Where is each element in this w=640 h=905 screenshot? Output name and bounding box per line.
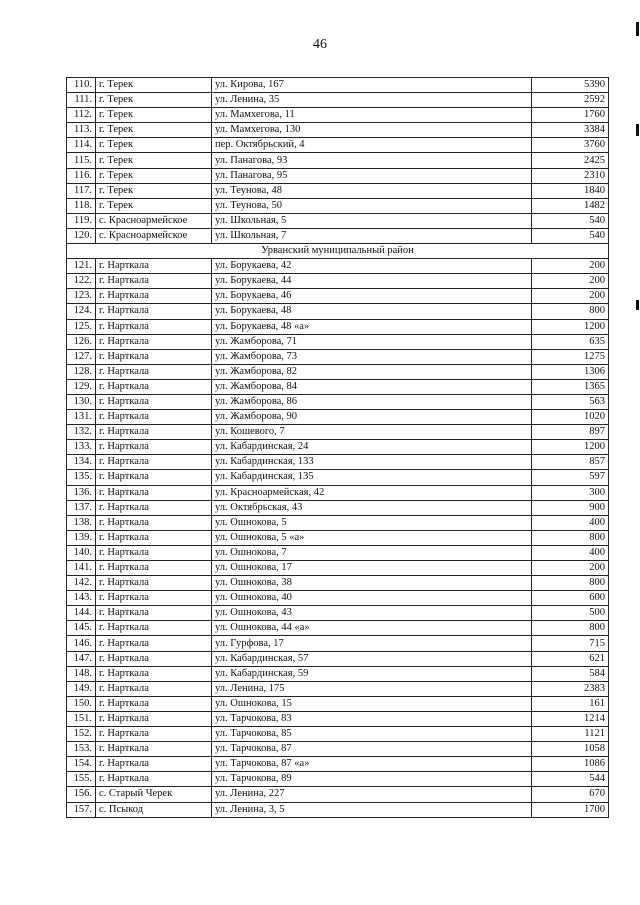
table-row xyxy=(67,787,609,802)
address-cell: ул. Жамборова, 90 xyxy=(212,410,532,425)
address-cell: ул. Жамборова, 71 xyxy=(212,334,532,349)
settlement-cell: г. Нарткала xyxy=(96,410,212,425)
settlement-cell: г. Нарткала xyxy=(96,727,212,742)
settlement-cell: г. Нарткала xyxy=(96,561,212,576)
row-number: 151. xyxy=(67,711,96,726)
area-cell: 2592 xyxy=(532,93,609,108)
table-row xyxy=(67,636,609,651)
table-body-top xyxy=(67,78,609,244)
table-row xyxy=(67,576,609,591)
row-number: 156. xyxy=(67,787,96,802)
row-number: 153. xyxy=(67,742,96,757)
settlement-cell: г. Нарткала xyxy=(96,545,212,560)
area-cell: 1306 xyxy=(532,364,609,379)
settlement-cell: г. Нарткала xyxy=(96,319,212,334)
settlement-cell: г. Нарткала xyxy=(96,274,212,289)
settlement-cell: г. Нарткала xyxy=(96,576,212,591)
address-cell: ул. Ошнокова, 15 xyxy=(212,696,532,711)
row-number: 155. xyxy=(67,772,96,787)
address-cell: ул. Панагова, 95 xyxy=(212,168,532,183)
table-row xyxy=(67,289,609,304)
area-cell: 800 xyxy=(532,530,609,545)
area-cell: 2383 xyxy=(532,681,609,696)
table-row xyxy=(67,183,609,198)
settlement-cell: г. Нарткала xyxy=(96,757,212,772)
row-number: 145. xyxy=(67,621,96,636)
row-number: 118. xyxy=(67,198,96,213)
table-row xyxy=(67,394,609,409)
row-number: 110. xyxy=(67,78,96,93)
settlement-cell: г. Терек xyxy=(96,138,212,153)
row-number: 133. xyxy=(67,440,96,455)
address-cell: ул. Жамборова, 73 xyxy=(212,349,532,364)
address-cell: ул. Панагова, 93 xyxy=(212,153,532,168)
settlement-cell: г. Нарткала xyxy=(96,364,212,379)
land-plot-table xyxy=(66,77,609,818)
address-cell: ул. Теунова, 48 xyxy=(212,183,532,198)
address-cell: ул. Борукаева, 46 xyxy=(212,289,532,304)
table-row xyxy=(67,213,609,228)
address-cell: ул. Октябрьская, 43 xyxy=(212,500,532,515)
row-number: 121. xyxy=(67,259,96,274)
row-number: 119. xyxy=(67,213,96,228)
area-cell: 1760 xyxy=(532,108,609,123)
table-row xyxy=(67,470,609,485)
address-cell: ул. Кошевого, 7 xyxy=(212,425,532,440)
area-cell: 1200 xyxy=(532,319,609,334)
row-number: 132. xyxy=(67,425,96,440)
area-cell: 597 xyxy=(532,470,609,485)
table-row xyxy=(67,334,609,349)
address-cell: ул. Жамборова, 82 xyxy=(212,364,532,379)
settlement-cell: г. Терек xyxy=(96,198,212,213)
row-number: 127. xyxy=(67,349,96,364)
settlement-cell: г. Нарткала xyxy=(96,440,212,455)
row-number: 149. xyxy=(67,681,96,696)
table-row xyxy=(67,711,609,726)
address-cell: ул. Кирова, 167 xyxy=(212,78,532,93)
address-cell: ул. Тарчокова, 87 «а» xyxy=(212,757,532,772)
table-row xyxy=(67,410,609,425)
section-title: Урванский муниципальный район xyxy=(67,244,609,259)
settlement-cell: г. Терек xyxy=(96,78,212,93)
settlement-cell: г. Терек xyxy=(96,123,212,138)
area-cell: 2425 xyxy=(532,153,609,168)
settlement-cell: г. Нарткала xyxy=(96,621,212,636)
table-row xyxy=(67,545,609,560)
settlement-cell: г. Нарткала xyxy=(96,470,212,485)
address-cell: ул. Мамхегова, 11 xyxy=(212,108,532,123)
address-cell: ул. Ленина, 227 xyxy=(212,787,532,802)
area-cell: 800 xyxy=(532,576,609,591)
table-row xyxy=(67,138,609,153)
page-number: 46 xyxy=(313,37,327,52)
section-row xyxy=(67,244,609,259)
area-cell: 2310 xyxy=(532,168,609,183)
table-row xyxy=(67,123,609,138)
table-row xyxy=(67,591,609,606)
row-number: 130. xyxy=(67,394,96,409)
table-row xyxy=(67,681,609,696)
area-cell: 900 xyxy=(532,500,609,515)
table-row xyxy=(67,440,609,455)
area-cell: 800 xyxy=(532,621,609,636)
table-row xyxy=(67,727,609,742)
settlement-cell: с. Псыкод xyxy=(96,802,212,817)
settlement-cell: г. Нарткала xyxy=(96,349,212,364)
table-row xyxy=(67,168,609,183)
area-cell: 3760 xyxy=(532,138,609,153)
settlement-cell: г. Нарткала xyxy=(96,606,212,621)
table-body-bottom xyxy=(67,259,609,817)
table-row xyxy=(67,78,609,93)
settlement-cell: г. Нарткала xyxy=(96,742,212,757)
settlement-cell: с. Красноармейское xyxy=(96,228,212,243)
table-row xyxy=(67,304,609,319)
address-cell: ул. Школьная, 5 xyxy=(212,213,532,228)
row-number: 148. xyxy=(67,666,96,681)
settlement-cell: г. Терек xyxy=(96,168,212,183)
address-cell: ул. Ошнокова, 43 xyxy=(212,606,532,621)
row-number: 115. xyxy=(67,153,96,168)
settlement-cell: г. Нарткала xyxy=(96,500,212,515)
table-row xyxy=(67,696,609,711)
address-cell: ул. Борукаева, 48 xyxy=(212,304,532,319)
area-cell: 563 xyxy=(532,394,609,409)
table-row xyxy=(67,379,609,394)
area-cell: 1365 xyxy=(532,379,609,394)
settlement-cell: г. Нарткала xyxy=(96,591,212,606)
area-cell: 1200 xyxy=(532,440,609,455)
settlement-cell: г. Нарткала xyxy=(96,485,212,500)
area-cell: 600 xyxy=(532,591,609,606)
area-cell: 300 xyxy=(532,485,609,500)
settlement-cell: г. Нарткала xyxy=(96,666,212,681)
address-cell: ул. Мамхегова, 130 xyxy=(212,123,532,138)
address-cell: ул. Кабардинская, 59 xyxy=(212,666,532,681)
address-cell: ул. Тарчокова, 85 xyxy=(212,727,532,742)
address-cell: ул. Ошнокова, 38 xyxy=(212,576,532,591)
address-cell: ул. Борукаева, 44 xyxy=(212,274,532,289)
address-cell: ул. Ошнокова, 5 «а» xyxy=(212,530,532,545)
row-number: 125. xyxy=(67,319,96,334)
area-cell: 161 xyxy=(532,696,609,711)
address-cell: ул. Ошнокова, 7 xyxy=(212,545,532,560)
row-number: 124. xyxy=(67,304,96,319)
row-number: 137. xyxy=(67,500,96,515)
table-row xyxy=(67,500,609,515)
address-cell: ул. Красноармейская, 42 xyxy=(212,485,532,500)
table-row xyxy=(67,108,609,123)
row-number: 135. xyxy=(67,470,96,485)
address-cell: ул. Ошнокова, 5 xyxy=(212,515,532,530)
table-row xyxy=(67,530,609,545)
address-cell: ул. Тарчокова, 87 xyxy=(212,742,532,757)
address-cell: ул. Ошнокова, 17 xyxy=(212,561,532,576)
area-cell: 897 xyxy=(532,425,609,440)
address-cell: ул. Школьная, 7 xyxy=(212,228,532,243)
table-row xyxy=(67,364,609,379)
address-cell: ул. Кабардинская, 133 xyxy=(212,455,532,470)
table-row xyxy=(67,802,609,817)
settlement-cell: г. Нарткала xyxy=(96,696,212,711)
row-number: 136. xyxy=(67,485,96,500)
area-cell: 857 xyxy=(532,455,609,470)
area-cell: 200 xyxy=(532,259,609,274)
table-row xyxy=(67,606,609,621)
address-cell: пер. Октябрьский, 4 xyxy=(212,138,532,153)
settlement-cell: г. Нарткала xyxy=(96,379,212,394)
settlement-cell: г. Нарткала xyxy=(96,334,212,349)
area-cell: 621 xyxy=(532,651,609,666)
row-number: 123. xyxy=(67,289,96,304)
settlement-cell: с. Красноармейское xyxy=(96,213,212,228)
settlement-cell: г. Нарткала xyxy=(96,636,212,651)
row-number: 157. xyxy=(67,802,96,817)
settlement-cell: г. Нарткала xyxy=(96,515,212,530)
address-cell: ул. Борукаева, 42 xyxy=(212,259,532,274)
table-row xyxy=(67,455,609,470)
row-number: 116. xyxy=(67,168,96,183)
address-cell: ул. Кабардинская, 135 xyxy=(212,470,532,485)
table-row xyxy=(67,666,609,681)
row-number: 146. xyxy=(67,636,96,651)
address-cell: ул. Ленина, 175 xyxy=(212,681,532,696)
settlement-cell: г. Нарткала xyxy=(96,455,212,470)
area-cell: 1214 xyxy=(532,711,609,726)
row-number: 134. xyxy=(67,455,96,470)
row-number: 126. xyxy=(67,334,96,349)
area-cell: 540 xyxy=(532,213,609,228)
address-cell: ул. Кабардинская, 57 xyxy=(212,651,532,666)
row-number: 114. xyxy=(67,138,96,153)
address-cell: ул. Ленина, 3, 5 xyxy=(212,802,532,817)
area-cell: 544 xyxy=(532,772,609,787)
table-row xyxy=(67,757,609,772)
settlement-cell: г. Нарткала xyxy=(96,711,212,726)
row-number: 129. xyxy=(67,379,96,394)
row-number: 128. xyxy=(67,364,96,379)
settlement-cell: г. Терек xyxy=(96,153,212,168)
address-cell: ул. Жамборова, 86 xyxy=(212,394,532,409)
settlement-cell: г. Нарткала xyxy=(96,394,212,409)
table-row xyxy=(67,274,609,289)
area-cell: 200 xyxy=(532,561,609,576)
table-row xyxy=(67,153,609,168)
settlement-cell: г. Терек xyxy=(96,108,212,123)
row-number: 117. xyxy=(67,183,96,198)
table-row xyxy=(67,742,609,757)
address-cell: ул. Гурфова, 17 xyxy=(212,636,532,651)
table-row xyxy=(67,259,609,274)
table-row xyxy=(67,198,609,213)
row-number: 113. xyxy=(67,123,96,138)
row-number: 144. xyxy=(67,606,96,621)
area-cell: 1840 xyxy=(532,183,609,198)
settlement-cell: г. Нарткала xyxy=(96,772,212,787)
row-number: 154. xyxy=(67,757,96,772)
area-cell: 584 xyxy=(532,666,609,681)
address-cell: ул. Тарчокова, 89 xyxy=(212,772,532,787)
settlement-cell: г. Нарткала xyxy=(96,681,212,696)
row-number: 139. xyxy=(67,530,96,545)
table-row xyxy=(67,651,609,666)
address-cell: ул. Тарчокова, 83 xyxy=(212,711,532,726)
row-number: 138. xyxy=(67,515,96,530)
area-cell: 1121 xyxy=(532,727,609,742)
row-number: 140. xyxy=(67,545,96,560)
area-cell: 800 xyxy=(532,304,609,319)
area-cell: 715 xyxy=(532,636,609,651)
area-cell: 400 xyxy=(532,515,609,530)
area-cell: 1482 xyxy=(532,198,609,213)
table-row xyxy=(67,319,609,334)
address-cell: ул. Ошнокова, 44 «а» xyxy=(212,621,532,636)
row-number: 111. xyxy=(67,93,96,108)
table-row xyxy=(67,485,609,500)
address-cell: ул. Кабардинская, 24 xyxy=(212,440,532,455)
settlement-cell: с. Старый Черек xyxy=(96,787,212,802)
area-cell: 400 xyxy=(532,545,609,560)
address-cell: ул. Борукаева, 48 «а» xyxy=(212,319,532,334)
area-cell: 1275 xyxy=(532,349,609,364)
settlement-cell: г. Нарткала xyxy=(96,425,212,440)
row-number: 143. xyxy=(67,591,96,606)
settlement-cell: г. Нарткала xyxy=(96,530,212,545)
settlement-cell: г. Нарткала xyxy=(96,259,212,274)
area-cell: 635 xyxy=(532,334,609,349)
table-row xyxy=(67,772,609,787)
area-cell: 1020 xyxy=(532,410,609,425)
settlement-cell: г. Терек xyxy=(96,93,212,108)
area-cell: 500 xyxy=(532,606,609,621)
table-row xyxy=(67,228,609,243)
row-number: 141. xyxy=(67,561,96,576)
row-number: 152. xyxy=(67,727,96,742)
area-cell: 5390 xyxy=(532,78,609,93)
settlement-cell: г. Нарткала xyxy=(96,651,212,666)
table-row xyxy=(67,515,609,530)
address-cell: ул. Жамборова, 84 xyxy=(212,379,532,394)
row-number: 112. xyxy=(67,108,96,123)
area-cell: 200 xyxy=(532,289,609,304)
row-number: 122. xyxy=(67,274,96,289)
row-number: 147. xyxy=(67,651,96,666)
area-cell: 3384 xyxy=(532,123,609,138)
area-cell: 1086 xyxy=(532,757,609,772)
table-row xyxy=(67,621,609,636)
area-cell: 200 xyxy=(532,274,609,289)
table-row xyxy=(67,93,609,108)
row-number: 120. xyxy=(67,228,96,243)
area-cell: 670 xyxy=(532,787,609,802)
table-row xyxy=(67,425,609,440)
table-row xyxy=(67,561,609,576)
area-cell: 1700 xyxy=(532,802,609,817)
address-cell: ул. Ленина, 35 xyxy=(212,93,532,108)
address-cell: ул. Ошнокова, 40 xyxy=(212,591,532,606)
area-cell: 540 xyxy=(532,228,609,243)
area-cell: 1058 xyxy=(532,742,609,757)
address-cell: ул. Теунова, 50 xyxy=(212,198,532,213)
row-number: 150. xyxy=(67,696,96,711)
row-number: 131. xyxy=(67,410,96,425)
table-row xyxy=(67,349,609,364)
page-edge-marks xyxy=(632,0,640,905)
settlement-cell: г. Нарткала xyxy=(96,289,212,304)
settlement-cell: г. Терек xyxy=(96,183,212,198)
row-number: 142. xyxy=(67,576,96,591)
settlement-cell: г. Нарткала xyxy=(96,304,212,319)
